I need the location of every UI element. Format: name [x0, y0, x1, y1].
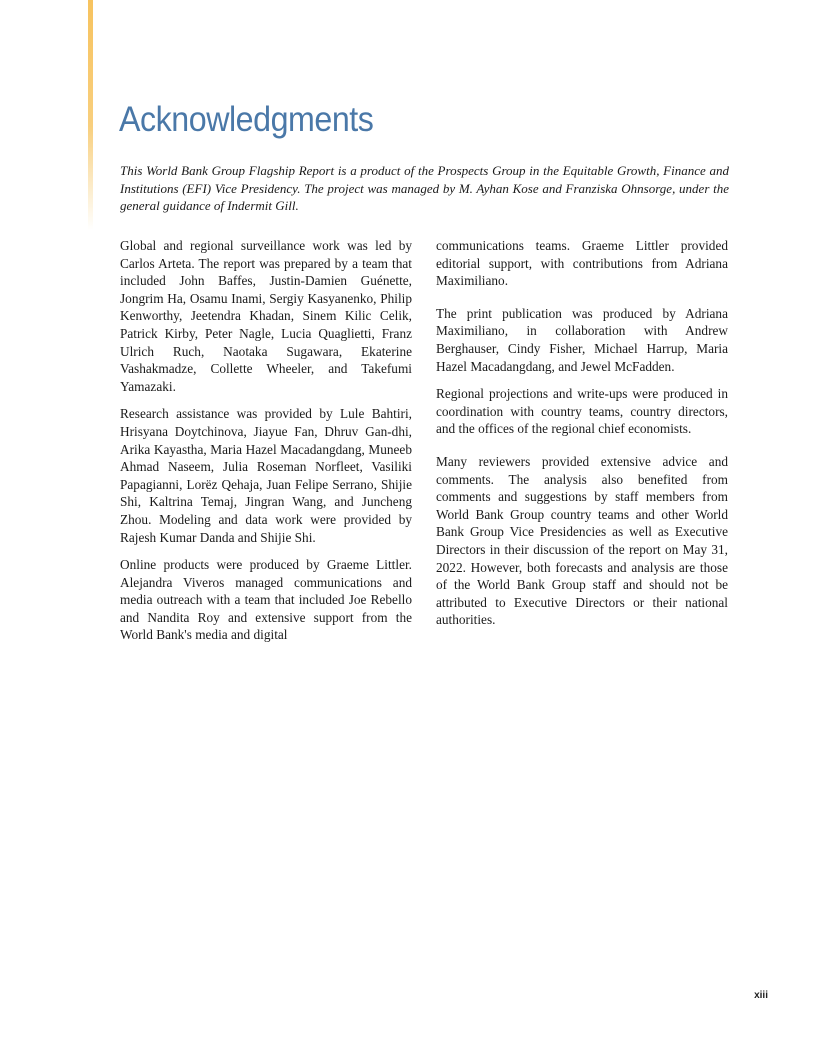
- paragraph-print-publication: The print publication was produced by Adriana Maximiliano, in collaboration with Andrew Berghauser, Cindy Fisher, Michael Harrup, Maria Hazel Macadangdang, and Jewel McFadden.: [436, 305, 728, 374]
- paragraph-research-assistance: Research assistance was provided by Lule Bahtiri, Hrisyana Doytchinova, Jiayue Fan, Dhruv Gan-dhi, Arika Kayastha, Maria Hazel Macadangdang, Muneeb Ahmad Naseem, Julia Roseman Norfleet, Vasiliki Papagianni, Lorëz Qehaja, Juan Felipe Serrano, Shijie Shi, Kaltrina Temaj, Jingran Wang, and Juncheng Zhou. Modeling and data work were provided by Rajesh Kumar Danda and Shijie Shi.: [120, 406, 412, 545]
- page-title: Acknowledgments: [119, 100, 374, 139]
- left-column: [120, 237, 412, 654]
- paragraph-communications: communications teams. Graeme Littler provided editorial support, with contributions from Adriana Maximiliano.: [436, 238, 728, 289]
- paragraph-reviewers: Many reviewers provided extensive advice and comments. The analysis also benefited from comments and suggestions by staff members from World Bank Group country teams and other World Bank Group Vice Presidencies as well as Executive Directors in their discussion of the report on May 31, 2022. However, both forecasts and analysis are those of the World Bank Group staff and should not be attributed to Executive Directors or their national authorities.: [436, 453, 728, 628]
- paragraph-regional-projections: Regional projections and write-ups were produced in coordination with country teams, country directors, and the offices of the regional chief economists.: [436, 386, 728, 437]
- right-column: [436, 237, 728, 639]
- accent-bar: [88, 0, 93, 230]
- intro-paragraph: This World Bank Group Flagship Report is a product of the Prospects Group in the Equitable Growth, Finance and Institutions (EFI) Vice Presidency. The project was managed by M. Ayhan Kose and Franziska Ohnsorge, under the general guidance of Indermit Gill.: [120, 163, 729, 213]
- paragraph-surveillance-team: Global and regional surveillance work was led by Carlos Arteta. The report was prepared by a team that included John Baffes, Justin-Damien Guénette, Jongrim Ha, Osamu Inami, Sergiy Kasyanenko, Philip Kenworthy, Jeetendra Khadan, Sinem Kilic Celik, Patrick Kirby, Peter Nagle, Lucia Quaglietti, Franz Ulrich Ruch, Naotaka Sugawara, Ekaterine Vashakmadze, Collette Wheeler, and Takefumi Yamazaki.: [120, 238, 412, 394]
- paragraph-online-products: Online products were produced by Graeme Littler. Alejandra Viveros managed communications and media outreach with a team that included Joe Rebello and Nandita Roy and extensive support from the World Bank's media and digital: [120, 557, 412, 643]
- page-number: xiii: [754, 990, 768, 1001]
